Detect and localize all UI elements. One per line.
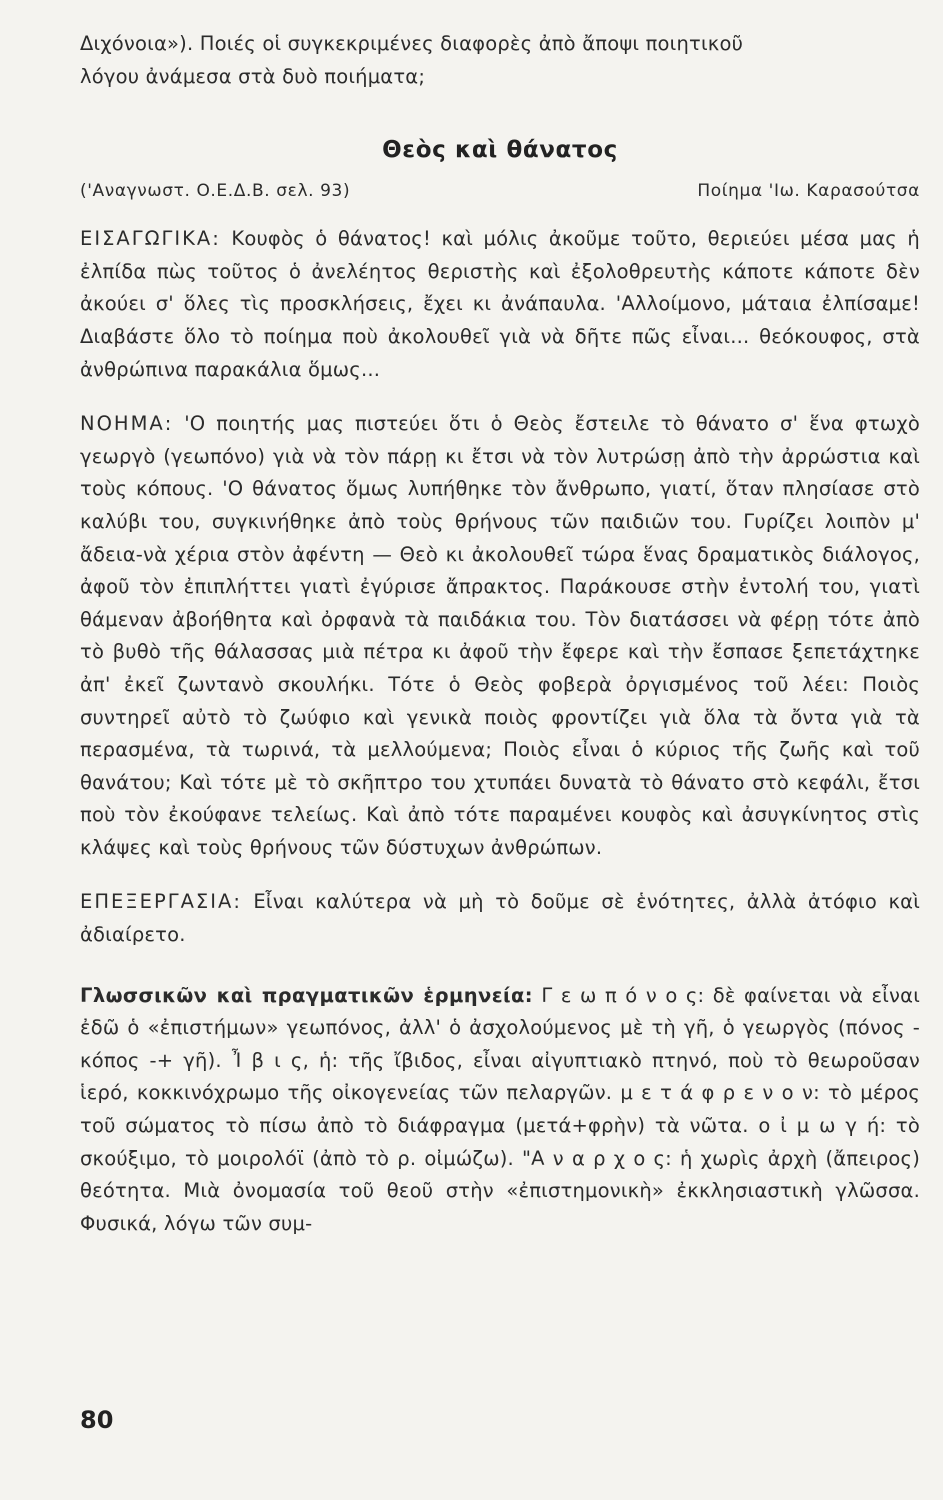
eisagogika-text: Κουφὸς ὁ θάνατος! καὶ μόλις ἀκοῦμε τοῦτο, θεριεύει μέσα μας ἡ ἐλπίδα πὼς τοῦτος ὁ ἀνελέητος θεριστὴς καὶ ἐξολοθρευτὴς κάποτε κάποτε δὲν ἀκούει σ' ὅλες τὶς προσκλήσεις, ἔχει κι ἀνάπαυλα. 'Αλλοίμονο, μάταια ἐλπίσαμε! Διαβάστε ὅλο τὸ ποίημα ποὺ ἀκολουθεῖ γιὰ νὰ δῆτε πῶς εἶναι... θεόκουφος, στὰ ἀνθρώπινα παρακάλια ὅμως... — [80, 227, 920, 381]
eisagogika-label: ΕΙΣΑΓΩΓΙΚΑ: — [80, 227, 221, 251]
glossika-text: Γ ε ω π ό ν ο ς: δὲ φαίνεται νὰ εἶναι ἐδῶ ὁ «ἐπιστήμων» γεωπόνος, ἀλλ' ὁ ἀσχολούμενος μὲ τὴ γῆ, ὁ γεωργὸς (πόνος - κόπος -+ γῆ). Ἶ β ι ς, ἡ: τῆς ἴβιδος, εἶναι αἰγυπτιακὸ πτηνό, ποὺ τὸ θεωροῦσαν ἱερό, κοκκινόχρωμο τῆς οἰκογενείας τῶν πελαργῶν. μ ε τ ά φ ρ ε ν ο ν: τὸ μέρος τοῦ σώματος τὸ πίσω ἀπὸ τὸ διάφραγμα (μετά+φρὴν) τὰ νῶτα. ο ἰ μ ω γ ή: τὸ σκούξιμο, τὸ μοιρολόϊ (ἀπὸ τὸ ρ. οἰμώζω). "Α ν α ρ χ ο ς: ἡ χωρὶς ἀρχὴ (ἄπειρος) θεότητα. Μιὰ ὀνομασία τοῦ θεοῦ στὴν «ἐπιστημονικὴ» ἐκκλησιαστικὴ γλῶσσα. Φυσικά, λόγω τῶν συμ- — [80, 983, 921, 1235]
poem-author: Ποίημα 'Ιω. Καρασούτσα — [697, 181, 920, 202]
noima-text: 'Ο ποιητής μας πιστεύει ὅτι ὁ Θεὸς ἔστειλε τὸ θάνατο σ' ἕνα φτωχὸ γεωργὸ (γεωπόνο) γιὰ νὰ τὸν πάρῃ κι ἔτσι νὰ τὸν λυτρώσῃ ἀπὸ τὴν ἀρρώστια καὶ τοὺς κόπους. 'Ο θάνατος ὅμως λυπήθηκε τὸν ἄνθρωπο, γιατί, ὅταν πλησίασε στὸ καλύβι του, συγκινήθηκε ἀπὸ τοὺς θρήνους τῶν παιδιῶν του. Γυρίζει λοιπὸν μ' ἄδεια-νὰ χέρια στὸν ἀφέντη — Θεὸ κι ἀκολουθεῖ τώρα ἕνας δραματικὸς διάλογος, ἀφοῦ τὸν ἐπιπλήττει γιατὶ ἐγύρισε ἄπρακτος. Παράκουσε στὴν ἐντολή του, γιατὶ θάμεναν ἀβοήθητα καὶ ὀρφανὰ τὰ παιδάκια του. Τὸν διατάσσει νὰ φέρῃ τότε ἀπὸ τὸ βυθὸ τῆς θάλασσας μιὰ πέτρα κι ἀφοῦ τὴν ἔφερε καὶ τὴν ἔσπασε ξεπετάχτηκε ἀπ' ἐκεῖ ζωντανὸ σκουλήκι. Τότε ὁ Θεὸς φοβερὰ ὀργισμένος τοῦ λέει: Ποιὸς συντηρεῖ αὐτὸ τὸ ζωύφιο καὶ γενικὰ ποιὸς φροντίζει γιὰ ὅλα τὰ ὄντα γιὰ τὰ περασμένα, τὰ τωρινά, τὰ μελλούμενα; Ποιὸς εἶναι ὁ κύριος τῆς ζωῆς καὶ τοῦ θανάτου; Καὶ τότε μὲ τὸ σκῆπτρο του χτυπάει δυνατὰ τὸ θάνατο στὸ κεφάλι, ἔτσι ποὺ τὸν ἐκούφανε τελείως. Καὶ ἀπὸ τότε παραμένει κουφὸς καὶ ἀσυγκίνητος στὶς κλάψες καὶ τοὺς θρήνους τῶν δύστυχων ἀνθρώπων. — [80, 412, 920, 859]
source-line — [80, 181, 920, 201]
section-title: Θεὸς καὶ θάνατος — [382, 137, 618, 164]
glossika-paragraph — [80, 980, 920, 1241]
noima-label: ΝΟΗΜΑ: — [80, 412, 174, 436]
noima-paragraph — [80, 408, 920, 864]
source-reference: ('Αναγνωστ. Ο.Ε.Δ.Β. σελ. 93) — [80, 181, 351, 202]
page-content — [80, 28, 920, 1240]
intro-line-1: Διχόνοια»). Ποιές οἱ συγκεκριμένες διαφορὲς ἀπὸ ἄποψι ποιητικοῦ — [80, 32, 744, 55]
intro-paragraph — [80, 28, 920, 93]
intro-line-2: λόγου ἀνάμεσα στὰ δυὸ ποιήματα; — [80, 64, 426, 88]
epexergasia-paragraph — [80, 886, 920, 951]
page-number: 80 — [80, 1406, 114, 1434]
epexergasia-text: Εἶναι καλύτερα νὰ μὴ τὸ δοῦμε σὲ ἑνότητες, ἀλλὰ ἀτόφιο καὶ ἀδιαίρετο. — [80, 890, 920, 947]
glossika-label: Γλωσσικῶν καὶ πραγματικῶν ἑρμηνεία: — [80, 983, 533, 1007]
epexergasia-label: ΕΠΕΞΕΡΓΑΣΙΑ: — [80, 890, 242, 914]
eisagogika-paragraph — [80, 223, 920, 386]
